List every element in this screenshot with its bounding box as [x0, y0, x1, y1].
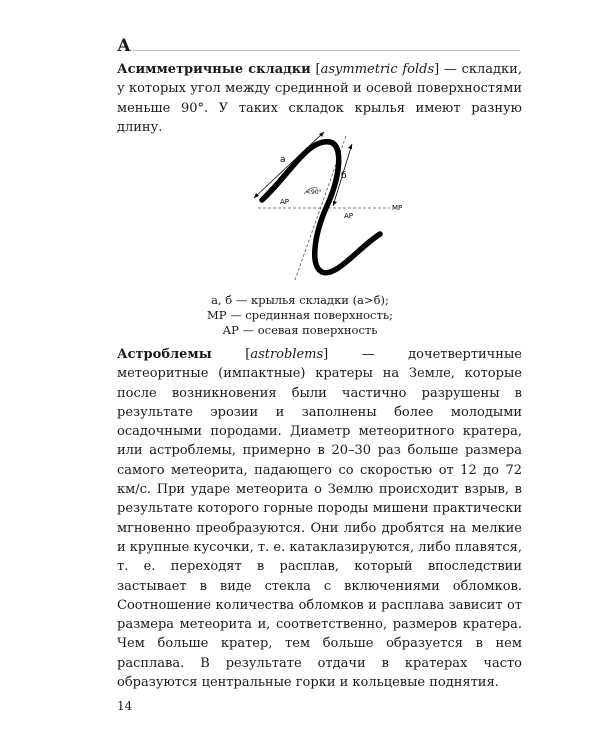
label-wing-b: б	[341, 171, 347, 181]
bracket-open: [	[211, 347, 251, 362]
bracket-close: ]	[434, 62, 440, 77]
label-angle: <90°	[306, 189, 322, 196]
page-number: 14	[117, 699, 133, 713]
header-rule	[133, 50, 520, 51]
entry-definition: — дочетвертичные метеоритные (импактные) кратеры на Земле, которые после возникновения были частично разрушены в результате эрозии и заполнены более молодыми осадочными породами. Диаметр метеоритного кратера, или астроблемы, примерно в 20–30 раз больше размера самого метеорита, падающего со скоростью от 12 до 72 км/с. При ударе метеорита о Землю происходит взрыв, в результате которого горные породы мишени практически мгновенно преобразуются. Они либо дробятся на мелкие и крупные кусочки, т. е. катаклазируются, либо плавятся, т. е. переходят в расплав, который впоследствии застывает в виде стекла с включениями обломков. Соотношение количества обломков и расплава зависит от размера метеорита и, соответственно, размеров кратера. Чем больше кратер, тем больше образуется в нем расплава. В результате отдачи в кратерах часто образуются центральные горки и кольцевые поднятия.	[117, 347, 522, 691]
bracket-open: [	[310, 62, 321, 77]
fold-diagram	[240, 128, 410, 290]
arrow-head	[348, 144, 352, 149]
label-mp: МР	[392, 204, 403, 212]
entry-term: Астроблемы	[117, 347, 212, 362]
label-ap-left: АР	[280, 198, 290, 206]
arrow-head	[333, 201, 337, 206]
label-wing-a: а	[280, 155, 286, 165]
entry-term: Асимметричные складки	[117, 62, 311, 77]
entry-english-term: asymmetric folds	[320, 62, 435, 77]
entry-english-term: astroblems	[250, 347, 324, 362]
label-ap-right: АР	[344, 212, 354, 220]
bracket-close: ]	[323, 347, 329, 362]
figure-caption-line: а, б — крылья складки (а>б);	[211, 293, 389, 307]
figure-caption-line: АР — осевая поверхность	[222, 323, 378, 337]
figure-caption-line: МР — срединная поверхность;	[206, 308, 394, 322]
entry-asymmetric-folds	[117, 60, 522, 137]
section-letter: А	[117, 36, 131, 56]
entry-astroblems	[117, 345, 522, 692]
entry-definition: — складки, у которых угол между срединной и осевой поверхностями меньше 90°. У таких складок крылья имеют разную длину.	[117, 62, 522, 135]
